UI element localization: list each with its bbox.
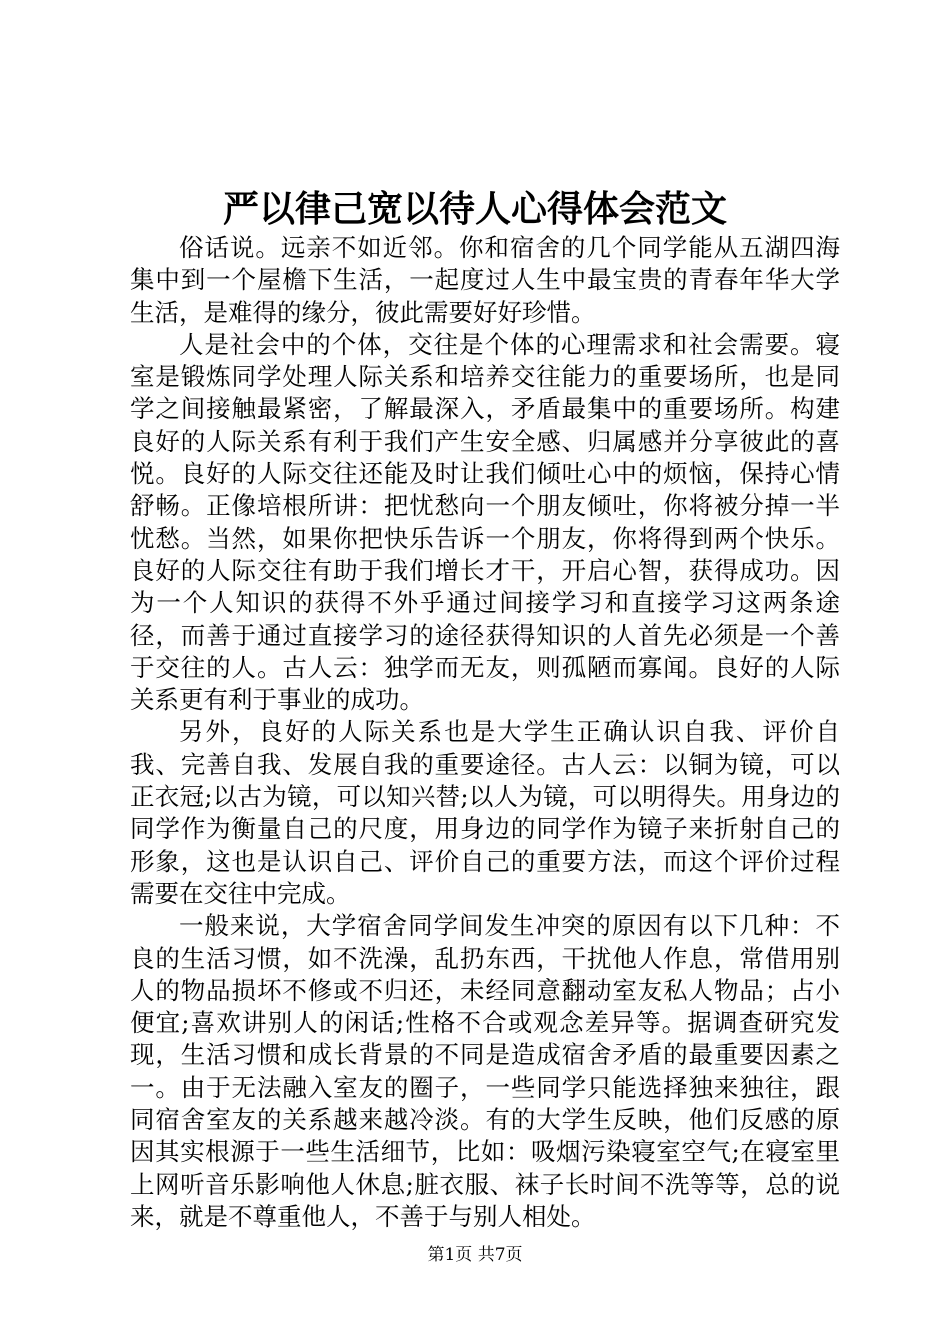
- document-body: [130, 232, 840, 1233]
- paragraph: 另外，良好的人际关系也是大学生正确认识自我、评价自我、完善自我、发展自我的重要途径。古人云：以铜为镜，可以正衣冠;以古为镜，可以知兴替;以人为镜，可以明得失。用身边的同学作为衡量自己的尺度，用身边的同学作为镜子来折射自己的形象，这也是认识自己、评价自己的重要方法，而这个评价过程需要在交往中完成。: [130, 717, 840, 908]
- paragraph: 人是社会中的个体，交往是个体的心理需求和社会需要。寝室是锻炼同学处理人际关系和培养交往能力的重要场所，也是同学之间接触最紧密，了解最深入，矛盾最集中的重要场所。构建良好的人际关系有利于我们产生安全感、归属感并分享彼此的喜悦。良好的人际交往还能及时让我们倾吐心中的烦恼，保持心情舒畅。正像培根所讲：把忧愁向一个朋友倾吐，你将被分掉一半忧愁。当然，如果你把快乐告诉一个朋友，你将得到两个快乐。良好的人际交往有助于我们增长才干，开启心智，获得成功。因为一个人知识的获得不外乎通过间接学习和直接学习这两条途径，而善于通过直接学习的途径获得知识的人首先必须是一个善于交往的人。古人云：独学而无友，则孤陋而寡闻。良好的人际关系更有利于事业的成功。: [130, 329, 840, 715]
- paragraph: 俗话说。远亲不如近邻。你和宿舍的几个同学能从五湖四海集中到一个屋檐下生活，一起度过人生中最宝贵的青春年华大学生活，是难得的缘分，彼此需要好好珍惜。: [130, 233, 840, 327]
- page-number: 第1页 共7页: [427, 1245, 523, 1265]
- document-title: 严以律己宽以待人心得体会范文: [222, 188, 727, 230]
- paragraph: 一般来说，大学宿舍同学间发生冲突的原因有以下几种：不良的生活习惯，如不洗澡，乱扔东西，干扰他人作息，常借用别人的物品损坏不修或不归还，未经同意翻动室友私人物品；占小便宜;喜欢讲别人的闲话;性格不合或观念差异等。据调查研究发现，生活习惯和成长背景的不同是造成宿舍矛盾的最重要因素之一。由于无法融入室友的圈子，一些同学只能选择独来独往，跟同宿舍室友的关系越来越冷淡。有的大学生反映，他们反感的原因其实根源于一些生活细节，比如：吸烟污染寝室空气;在寝室里上网听音乐影响他人休息;脏衣服、袜子长时间不洗等等，总的说来，就是不尊重他人，不善于与别人相处。: [130, 911, 840, 1231]
